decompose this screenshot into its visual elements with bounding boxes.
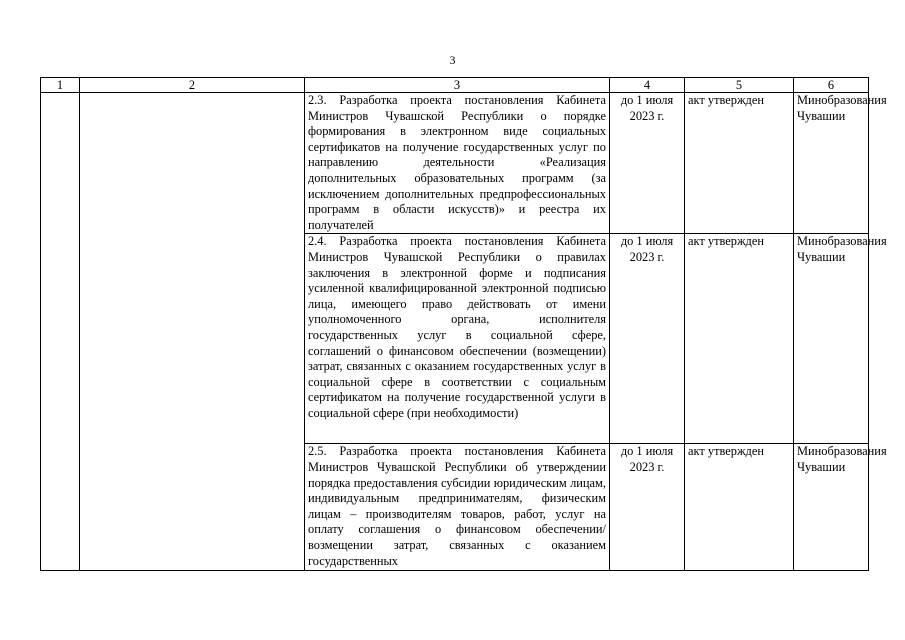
cell-col2 <box>80 444 305 571</box>
col-header-2: 2 <box>80 78 305 93</box>
col-header-6: 6 <box>794 78 869 93</box>
row-executor: Минобразования Чувашии <box>794 93 869 234</box>
col-header-4: 4 <box>610 78 685 93</box>
row-deadline: до 1 июля 2023 г. <box>610 234 685 444</box>
col-header-1: 1 <box>41 78 80 93</box>
table-row <box>41 93 869 234</box>
table-row <box>41 444 869 571</box>
row-deadline: до 1 июля 2023 г. <box>610 93 685 234</box>
table-row <box>41 234 869 444</box>
row-executor: Минобразования Чувашии <box>794 234 869 444</box>
cell-col1 <box>41 93 80 234</box>
header-row <box>41 78 869 93</box>
row-description-cell <box>305 444 610 571</box>
page-number: 3 <box>449 53 456 67</box>
row-description: 2.3. Разработка проекта постановления Кабинета Министров Чувашской Республики о порядке формирования в электронном виде социальных сертификатов на получение государственных услуг по направлению деятельности «Реализация дополнительных образовательных программ (за исключением дополнительных предпрофессиональных программ в области искусств)» и реестра их получателей <box>305 93 610 234</box>
row-description: 2.4. Разработка проекта постановления Кабинета Министров Чувашской Республики о правилах заключения в электронной форме и подписания усиленной квалифицированной электронной подписью лица, имеющего право действовать от имени уполномоченного органа, исполнителя государственных услуг в социальной сфере, соглашений о финансовом обеспечении (возмещении) затрат, связанных с оказанием государственных услуг в социальной сфере в соответствии с социальным сертификатом на получение государственной услуги в социальной сфере (при необходимости) <box>305 234 610 444</box>
cell-col1 <box>41 234 80 444</box>
cell-col2 <box>80 234 305 444</box>
row-deadline: до 1 июля 2023 г. <box>610 444 685 571</box>
row-result: акт утвержден <box>685 234 794 444</box>
col-header-5: 5 <box>685 78 794 93</box>
row-description: 2.5. Разработка проекта постановления Кабинета Министров Чувашской Республики об утверждении порядка предоставления субсидии юридическим лицам, индивидуальным предпринимателям, физическим лицам – производителям товаров, работ, услуг на оплату соглашения о финансовом обеспечении/возмещении затрат, связанных с оказанием государственных <box>308 444 606 568</box>
row-result: акт утвержден <box>685 444 794 571</box>
row-result: акт утвержден <box>685 93 794 234</box>
col-header-3: 3 <box>305 78 610 93</box>
row-executor: Минобразования Чувашии <box>794 444 869 571</box>
cell-col2 <box>80 93 305 234</box>
plan-table <box>40 77 887 571</box>
cell-col1 <box>41 444 80 571</box>
